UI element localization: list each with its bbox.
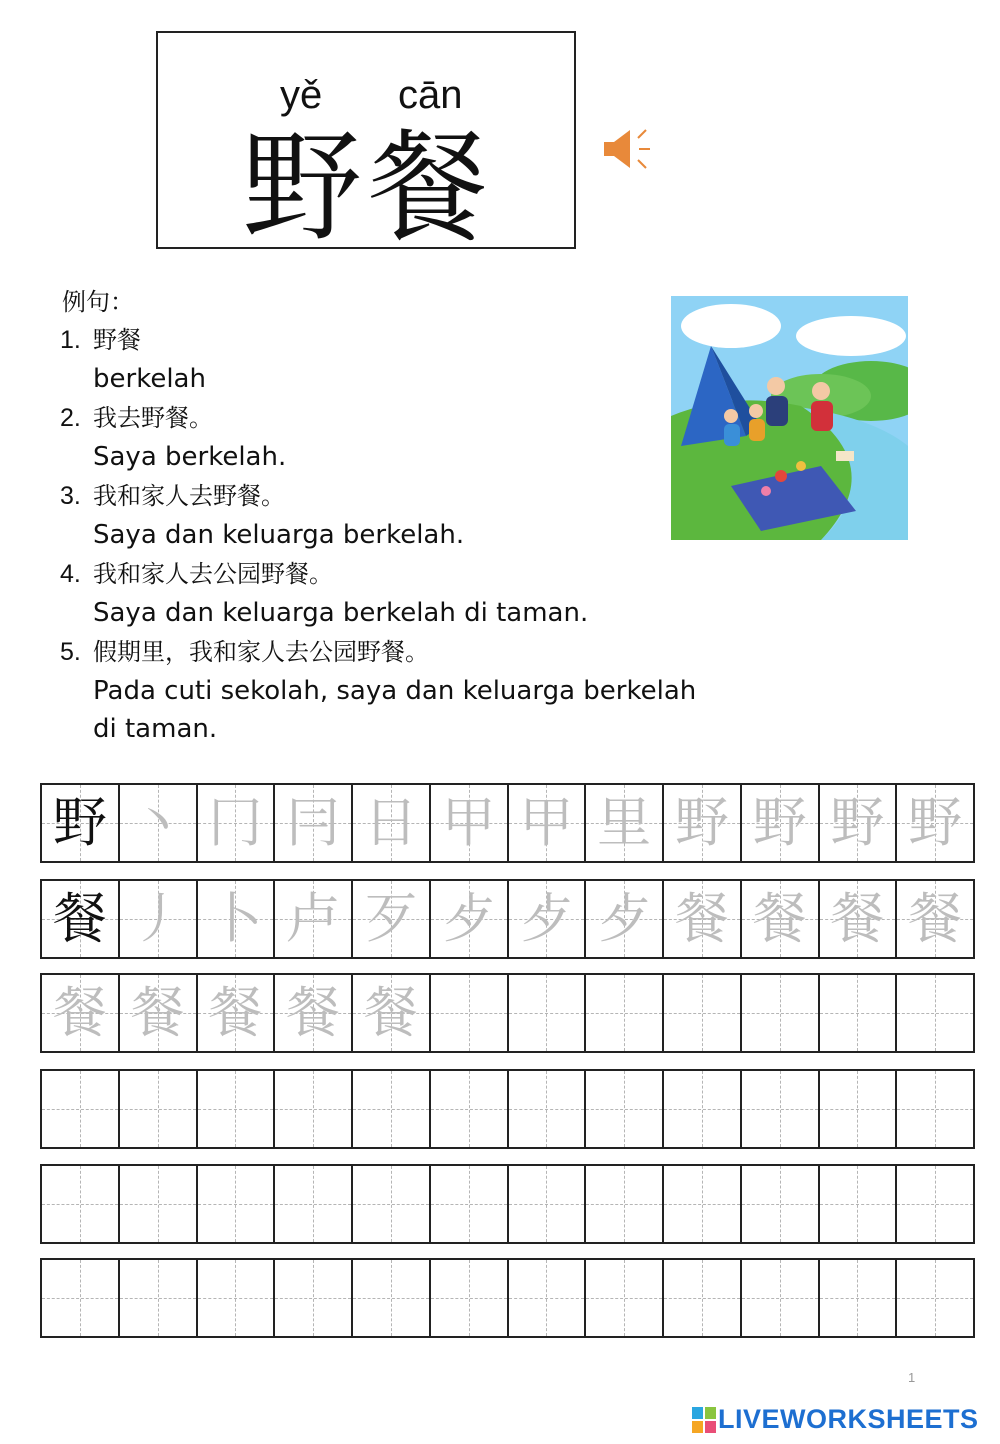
writing-cell[interactable] xyxy=(42,1260,120,1336)
writing-cell[interactable] xyxy=(820,975,898,1051)
writing-cell[interactable] xyxy=(42,785,120,861)
trace-character: 野 xyxy=(908,791,963,854)
trace-character: 卢 xyxy=(286,887,341,950)
practice-row-3 xyxy=(40,973,975,1053)
writing-cell[interactable] xyxy=(198,785,276,861)
trace-character: 餐 xyxy=(286,981,341,1044)
writing-cell[interactable] xyxy=(353,975,431,1051)
trace-character: 餐 xyxy=(752,887,807,950)
writing-cell[interactable] xyxy=(897,1071,973,1147)
trace-character: 歹 xyxy=(363,887,418,950)
writing-cell[interactable] xyxy=(664,1071,742,1147)
writing-cell[interactable] xyxy=(664,785,742,861)
trace-character: 野 xyxy=(674,791,729,854)
sentence-number: 5. xyxy=(60,638,81,666)
trace-character: 餐 xyxy=(674,887,729,950)
trace-character: 餐 xyxy=(130,981,185,1044)
writing-cell[interactable] xyxy=(42,881,120,957)
writing-cell[interactable] xyxy=(198,975,276,1051)
picnic-illustration xyxy=(671,296,908,540)
writing-cell[interactable] xyxy=(742,1166,820,1242)
sentence-number: 3. xyxy=(60,482,81,510)
writing-cell[interactable] xyxy=(509,1071,587,1147)
writing-cell[interactable] xyxy=(509,975,587,1051)
writing-cell[interactable] xyxy=(897,881,973,957)
sentence-malay-continued: di taman. xyxy=(93,714,218,744)
writing-cell[interactable] xyxy=(42,1071,120,1147)
sentence-chinese: 我去野餐。 xyxy=(93,404,213,432)
writing-cell[interactable] xyxy=(275,975,353,1051)
page-number: 1 xyxy=(908,1370,916,1385)
writing-cell[interactable] xyxy=(664,881,742,957)
writing-cell[interactable] xyxy=(742,785,820,861)
writing-cell[interactable] xyxy=(820,1071,898,1147)
writing-cell[interactable] xyxy=(431,785,509,861)
writing-cell[interactable] xyxy=(198,1071,276,1147)
writing-cell[interactable] xyxy=(586,1166,664,1242)
writing-cell[interactable] xyxy=(509,881,587,957)
writing-cell[interactable] xyxy=(897,975,973,1051)
writing-cell[interactable] xyxy=(120,785,198,861)
writing-cell[interactable] xyxy=(431,975,509,1051)
liveworksheets-logo-icon xyxy=(692,1407,716,1433)
writing-cell[interactable] xyxy=(42,1166,120,1242)
sentence-chinese: 我和家人去野餐。 xyxy=(93,482,285,510)
sentence-chinese: 假期里，我和家人去公园野餐。 xyxy=(93,638,429,666)
writing-cell[interactable] xyxy=(820,1166,898,1242)
writing-cell[interactable] xyxy=(353,785,431,861)
model-character: 餐 xyxy=(52,887,107,950)
sentence-malay: Saya dan keluarga berkelah di taman. xyxy=(93,598,589,628)
trace-character: 野 xyxy=(752,791,807,854)
sentence-malay: Pada cuti sekolah, saya dan keluarga berkelah xyxy=(93,676,697,706)
writing-cell[interactable] xyxy=(431,881,509,957)
liveworksheets-logo[interactable] xyxy=(692,1404,979,1435)
writing-cell[interactable] xyxy=(120,881,198,957)
writing-cell[interactable] xyxy=(664,1166,742,1242)
writing-cell[interactable] xyxy=(742,1071,820,1147)
trace-character: 丿 xyxy=(130,887,185,950)
trace-character: 餐 xyxy=(208,981,263,1044)
writing-cell[interactable] xyxy=(353,1260,431,1336)
writing-cell[interactable] xyxy=(198,1166,276,1242)
trace-character: 冂 xyxy=(208,791,263,854)
liveworksheets-brand: LIVEWORKSHEETS xyxy=(718,1404,979,1434)
writing-cell[interactable] xyxy=(431,1260,509,1336)
hanzi-ye: 野 xyxy=(242,119,362,258)
trace-character: 甲 xyxy=(519,791,574,854)
writing-cell[interactable] xyxy=(275,1071,353,1147)
trace-character: 野 xyxy=(830,791,885,854)
speaker-icon[interactable] xyxy=(600,126,652,172)
writing-cell[interactable] xyxy=(353,881,431,957)
trace-character: 里 xyxy=(597,791,652,854)
writing-cell[interactable] xyxy=(586,881,664,957)
sentence-malay: berkelah xyxy=(93,364,206,394)
trace-character: 歺 xyxy=(441,887,496,950)
hanzi-can: 餐 xyxy=(368,119,488,258)
sentence-number: 4. xyxy=(60,560,81,588)
trace-character: 卜 xyxy=(208,887,263,950)
writing-cell[interactable] xyxy=(275,785,353,861)
writing-cell[interactable] xyxy=(820,1260,898,1336)
sentence-chinese: 野餐 xyxy=(93,326,141,354)
writing-cell[interactable] xyxy=(742,975,820,1051)
trace-character: 歺 xyxy=(597,887,652,950)
example-label: 例句： xyxy=(62,288,134,316)
trace-character: 甲 xyxy=(441,791,496,854)
writing-cell[interactable] xyxy=(820,881,898,957)
writing-cell[interactable] xyxy=(664,1260,742,1336)
writing-cell[interactable] xyxy=(586,785,664,861)
writing-cell[interactable] xyxy=(742,881,820,957)
trace-character: 歺 xyxy=(519,887,574,950)
writing-cell[interactable] xyxy=(275,1166,353,1242)
sentence-5 xyxy=(60,632,820,748)
writing-cell[interactable] xyxy=(820,785,898,861)
trace-character: 餐 xyxy=(908,887,963,950)
writing-cell[interactable] xyxy=(120,1071,198,1147)
writing-cell[interactable] xyxy=(42,975,120,1051)
sentence-chinese: 我和家人去公园野餐。 xyxy=(93,560,333,588)
writing-cell[interactable] xyxy=(509,785,587,861)
pinyin-ye: yě xyxy=(280,73,323,117)
writing-cell[interactable] xyxy=(897,1260,973,1336)
practice-row-1 xyxy=(40,783,975,863)
trace-character: 冃 xyxy=(286,791,341,854)
writing-cell[interactable] xyxy=(120,1260,198,1336)
writing-cell[interactable] xyxy=(431,1166,509,1242)
pinyin-can: cān xyxy=(398,73,463,117)
writing-cell[interactable] xyxy=(897,1166,973,1242)
writing-cell[interactable] xyxy=(586,1071,664,1147)
sentence-malay: Saya dan keluarga berkelah. xyxy=(93,520,465,550)
sentence-number: 1. xyxy=(60,326,81,354)
writing-cell[interactable] xyxy=(275,1260,353,1336)
writing-cell[interactable] xyxy=(120,1166,198,1242)
practice-row-2 xyxy=(40,879,975,959)
writing-cell[interactable] xyxy=(509,1166,587,1242)
writing-cell[interactable] xyxy=(198,1260,276,1336)
writing-cell[interactable] xyxy=(275,881,353,957)
writing-cell[interactable] xyxy=(664,975,742,1051)
title-box xyxy=(156,31,576,258)
trace-character: 日 xyxy=(363,791,418,854)
sentence-number: 2. xyxy=(60,404,81,432)
trace-character: 丶 xyxy=(130,791,185,854)
sentence-4 xyxy=(60,554,820,632)
practice-row-5 xyxy=(40,1164,975,1244)
writing-cell[interactable] xyxy=(586,1260,664,1336)
writing-cell[interactable] xyxy=(120,975,198,1051)
writing-cell[interactable] xyxy=(742,1260,820,1336)
practice-row-6 xyxy=(40,1258,975,1338)
trace-character: 餐 xyxy=(363,981,418,1044)
writing-cell[interactable] xyxy=(431,1071,509,1147)
trace-character: 餐 xyxy=(52,981,107,1044)
writing-cell[interactable] xyxy=(353,1071,431,1147)
writing-cell[interactable] xyxy=(353,1166,431,1242)
trace-character: 餐 xyxy=(830,887,885,950)
sentence-malay: Saya berkelah. xyxy=(93,442,287,472)
model-character: 野 xyxy=(52,791,107,854)
writing-cell[interactable] xyxy=(198,881,276,957)
writing-cell[interactable] xyxy=(897,785,973,861)
writing-cell[interactable] xyxy=(509,1260,587,1336)
practice-row-4 xyxy=(40,1069,975,1149)
writing-cell[interactable] xyxy=(586,975,664,1051)
